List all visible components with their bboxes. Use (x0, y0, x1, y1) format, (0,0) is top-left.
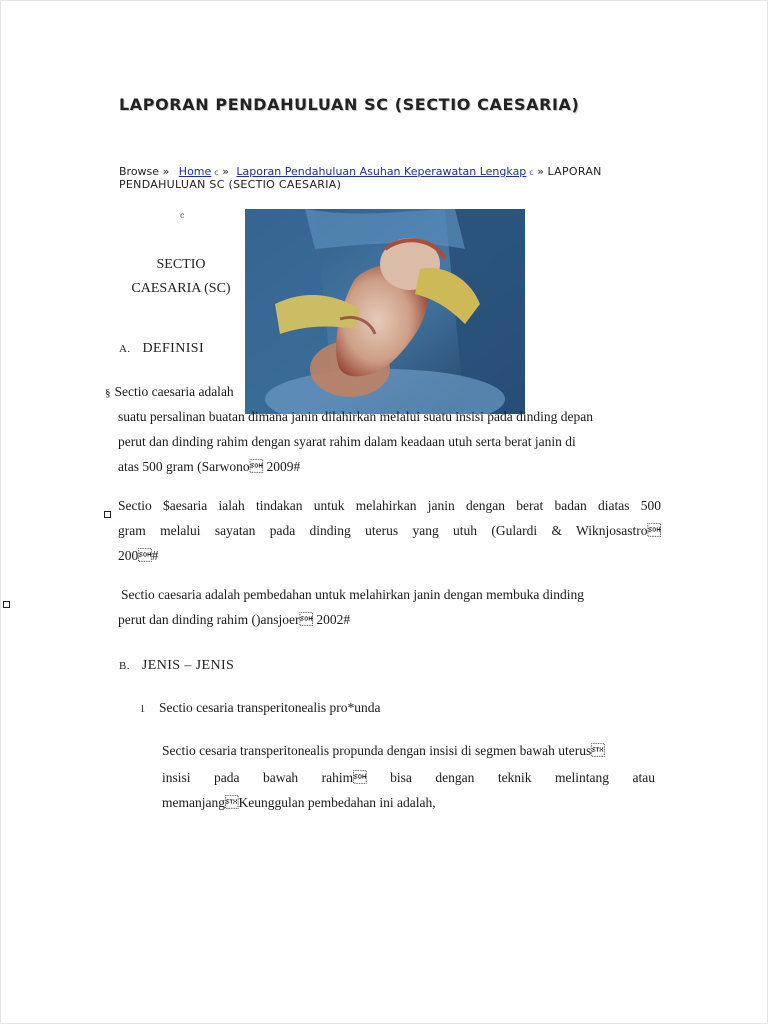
section-number: B. (119, 660, 130, 672)
sc-heading-line: SECTIO (156, 257, 206, 272)
item-number: 1 (140, 704, 145, 715)
definition-1-body (118, 404, 658, 479)
definition-3 (118, 582, 658, 632)
section-label: JENIS – JENIS (141, 658, 235, 673)
sc-heading (111, 253, 251, 301)
breadcrumb (119, 165, 659, 191)
photo-illustration (245, 209, 525, 414)
definition-line: perut dan dinding rahim dengan syarat rahim dalam keadaan utuh serta berat janin di (118, 434, 576, 449)
section-b-heading (119, 658, 234, 674)
breadcrumb-home-link[interactable]: Home (178, 165, 212, 178)
sc-heading-line: CAESARIA (SC) (131, 281, 231, 296)
link-marker: c (214, 168, 219, 177)
breadcrumb-separator: » (537, 165, 544, 178)
jenis-item-1-description (162, 738, 655, 815)
item-label: Sectio cesaria transperitonealis pro*unda (159, 700, 381, 715)
definition-line: Sectio $aesaria ialah tindakan untuk melahirkan janin dengan berat badan diatas 500 (118, 498, 661, 513)
jenis-item-1 (140, 695, 381, 722)
bullet-box-icon (3, 593, 10, 612)
definition-line: Sectio caesaria adalah pembedahan untuk melahirkan janin dengan membuka dinding (121, 587, 584, 602)
definition-line: atas 500 gram (Sarwono 2009# (118, 459, 301, 474)
definition-line: gram melalui sayatan pada dinding uterus yang utuh (Gulardi & Wiknjosastro (118, 523, 661, 538)
definition-2 (118, 493, 661, 568)
breadcrumb-separator: » (162, 165, 170, 178)
description-line: Sectio cesaria transperitonealis propunda dengan insisi di segmen bawah uterus (162, 743, 605, 758)
breadcrumb-browse: Browse (119, 165, 160, 178)
definition-line: suatu persalinan buatan dimana janin dilahirkan melalui suatu insisi pada dinding depan (118, 409, 594, 424)
document-title: LAPORAN PENDAHULUAN SC (SECTIO CAESARIA) (119, 95, 580, 114)
description-line: memanjangKeunggulan pembedahan ini adalah, (162, 795, 436, 810)
bullet-box-icon (104, 503, 111, 522)
definition-1-first-line (105, 379, 234, 406)
section-number: A. (119, 343, 131, 355)
section-label: DEFINISI (142, 341, 205, 356)
breadcrumb-category-link[interactable]: Laporan Pendahuluan Asuhan Keperawatan Lengkap (236, 165, 527, 178)
section-a-heading (119, 341, 204, 357)
breadcrumb-separator: » (222, 165, 229, 178)
definition-line: perut dan dinding rahim ()ansjoer 2002# (118, 612, 351, 627)
bullet-symbol: § (105, 387, 111, 399)
definition-line: 200# (118, 548, 159, 563)
definition-text: Sectio caesaria adalah (114, 384, 234, 399)
breadcrumb-current: LAPORAN PENDAHULUAN SC (SECTIO CAESARIA) (119, 165, 602, 191)
link-marker: c (529, 168, 534, 177)
newborn-delivery-photo (245, 209, 525, 414)
link-marker: c (180, 211, 185, 220)
description-line: insisi pada bawah rahim bisa dengan teknik melintang atau (162, 770, 655, 785)
